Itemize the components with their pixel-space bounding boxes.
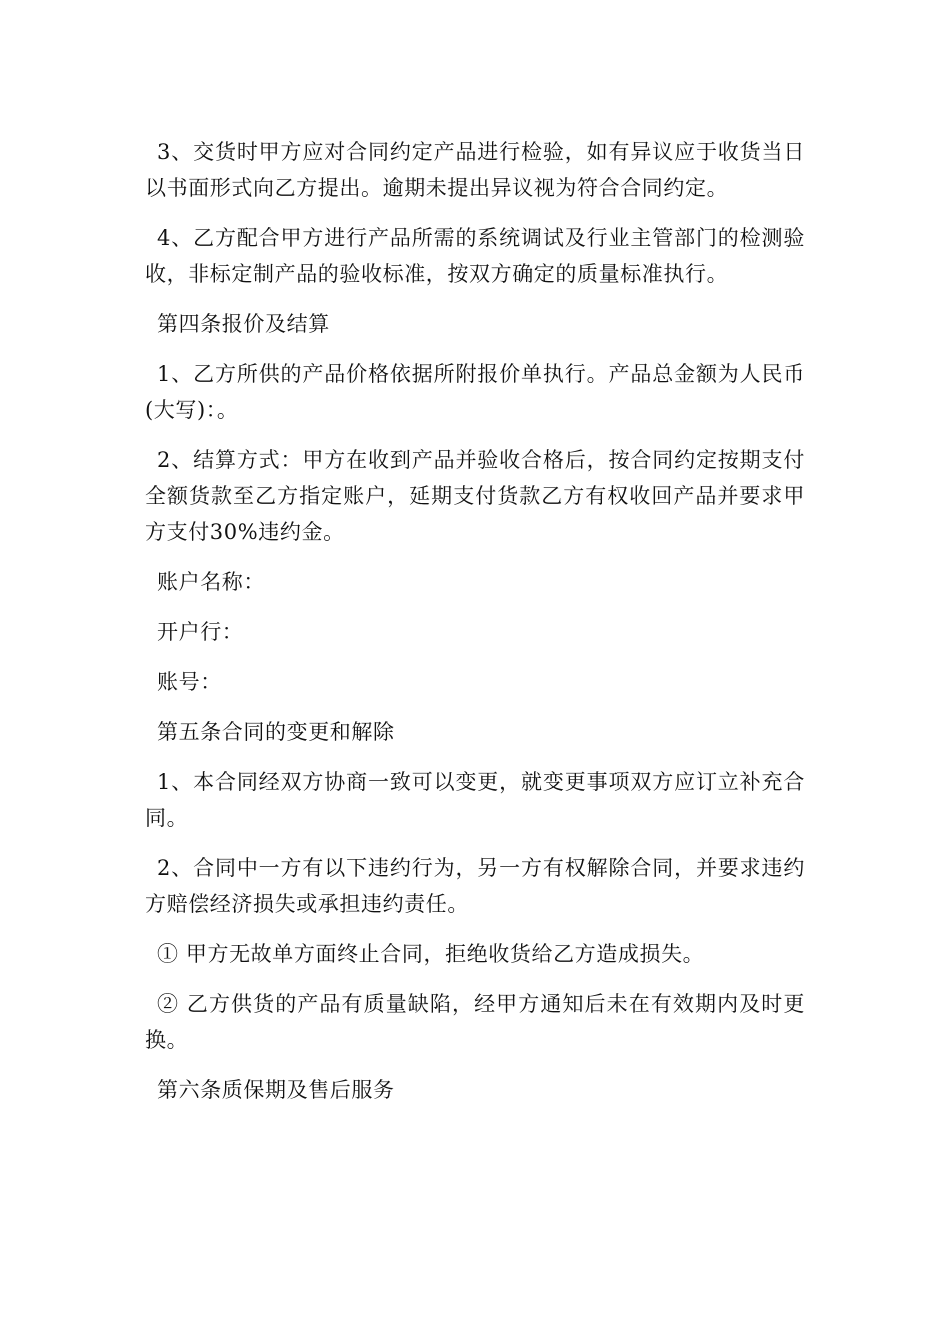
termination-item-1: ① 甲方无故单方面终止合同，拒绝收货给乙方造成损失。 (157, 942, 705, 966)
clause-3-inspection: 3、交货时甲方应对合同约定产品进行检验，如有异议应于收货当日以书面形式向乙方提出。逾期未提出异议视为符合合同约定。 (145, 140, 805, 200)
document-body (145, 134, 805, 1122)
clause-2-settlement: 2、结算方式：甲方在收到产品并验收合格后，按合同约定按期支付全额货款至乙方指定账户，延期支付货款乙方有权收回产品并要求甲方支付30%违约金。 (145, 448, 805, 544)
clause-1-price: 1、乙方所供的产品价格依据所附报价单执行。产品总金额为人民币(大写)：。 (145, 362, 805, 422)
account-number-line: 账号： (157, 670, 222, 694)
clause-2-termination: 2、合同中一方有以下违约行为，另一方有权解除合同，并要求违约方赔偿经济损失或承担违约责任。 (145, 856, 805, 916)
clause-4-acceptance: 4、乙方配合甲方进行产品所需的系统调试及行业主管部门的检测验收，非标定制产品的验收标准，按双方确定的质量标准执行。 (145, 226, 805, 286)
article-4-heading: 第四条报价及结算 (157, 312, 330, 336)
clause-1-amendment: 1、本合同经双方协商一致可以变更，就变更事项双方应订立补充合同。 (145, 770, 805, 830)
account-name-line: 账户名称： (157, 570, 265, 594)
termination-item-2: ② 乙方供货的产品有质量缺陷，经甲方通知后未在有效期内及时更换。 (145, 992, 805, 1052)
article-6-heading: 第六条质保期及售后服务 (157, 1078, 395, 1102)
article-5-heading: 第五条合同的变更和解除 (157, 720, 395, 744)
bank-line: 开户行： (157, 620, 244, 644)
